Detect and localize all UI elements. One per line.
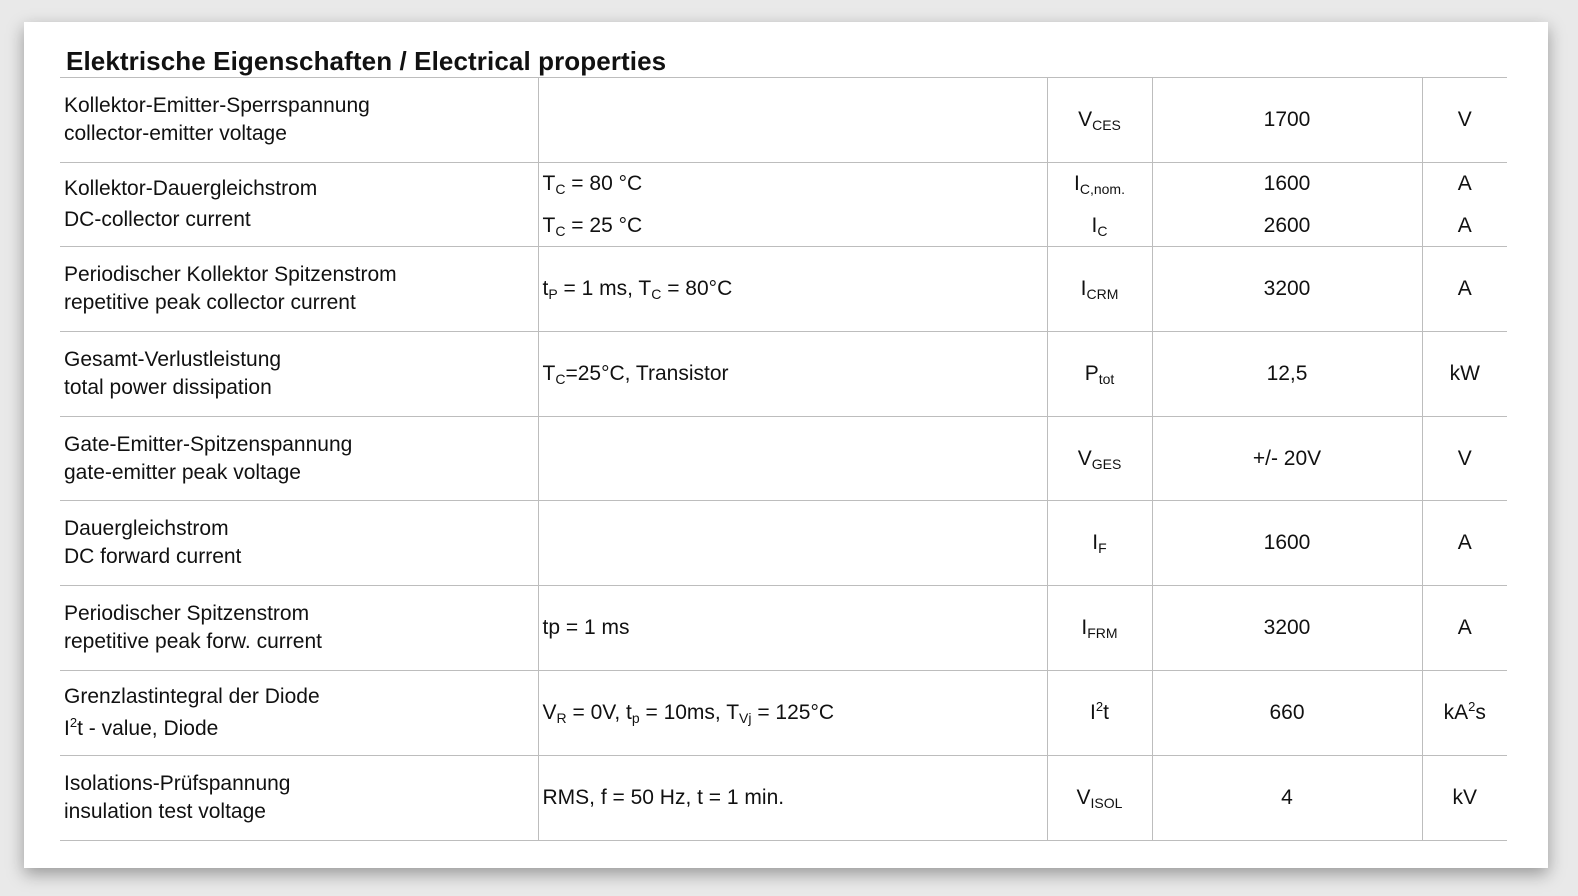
description-cell (60, 756, 538, 841)
symbol-cell: $I^2t$ (1047, 671, 1152, 756)
description-de: Isolations-Prüfspannung (64, 772, 291, 795)
description-cell (60, 247, 538, 332)
description-de: Kollektor-Dauergleichstrom (64, 177, 318, 200)
description-en: repetitive peak collector current (64, 291, 356, 314)
value-cell: 1600 2600 (1152, 163, 1422, 247)
condition-cell: $T_C=25^\circ C$, Transistor (538, 332, 1047, 417)
condition-cell: RMS, f = 50 Hz, t = 1 min. (538, 756, 1047, 841)
unit-cell: A (1422, 586, 1507, 671)
description-cell (60, 417, 538, 501)
description-de: Kollektor-Emitter-Sperrspannung (64, 94, 370, 117)
symbol-cell: $I_F$ (1047, 501, 1152, 586)
condition-cell (538, 501, 1047, 586)
value-cell: 1700 (1152, 78, 1422, 163)
condition-cell (538, 163, 1047, 247)
value-cell: 4 (1152, 756, 1422, 841)
description-de: Gesamt-Verlustleistung (64, 348, 282, 371)
table-row-dc-forward-current (60, 501, 1507, 586)
symbol-cell: $I_{CRM}$ (1047, 247, 1152, 332)
unit-cell: V (1422, 78, 1507, 163)
condition-cell: tp = 1 ms (538, 586, 1047, 671)
table-row-gate-emitter-peak-voltage (60, 417, 1507, 501)
description-cell (60, 332, 538, 417)
description-en: total power dissipation (64, 376, 272, 399)
description-en: DC-collector current (64, 208, 251, 231)
symbol-cell: $V_{GES}$ (1047, 417, 1152, 501)
datasheet-page (24, 22, 1548, 868)
value-cell: 3200 (1152, 586, 1422, 671)
symbol-cell: $I_{C,nom.}$ $I_C$ (1047, 163, 1152, 247)
value-cell: 660 (1152, 671, 1422, 756)
description-cell (60, 671, 538, 756)
value-cell: 12,5 (1152, 332, 1422, 417)
description-de: Periodischer Spitzenstrom (64, 602, 310, 625)
unit-cell: A (1422, 501, 1507, 586)
symbol-cell: $I_{FRM}$ (1047, 586, 1152, 671)
description-de: Grenzlastintegral der Diode (64, 685, 320, 708)
condition-cell: $t_P = 1$ ms, $T_C = 80^\circ C$ (538, 247, 1047, 332)
value-cell: 3200 (1152, 247, 1422, 332)
symbol-cell: $V_{ISOL}$ (1047, 756, 1152, 841)
description-de: Periodischer Kollektor Spitzenstrom (64, 263, 397, 286)
table-row-dc-collector-current (60, 163, 1507, 247)
symbol-cell: $P_{tot}$ (1047, 332, 1152, 417)
description-cell (60, 501, 538, 586)
condition-cell (538, 78, 1047, 163)
description-en: DC forward current (64, 545, 242, 568)
table-row-collector-emitter-voltage (60, 78, 1507, 163)
value-cell: +/- 20V (1152, 417, 1422, 501)
description-en: repetitive peak forw. current (64, 630, 322, 653)
description-cell (60, 586, 538, 671)
table-row-i2t-value-diode (60, 671, 1507, 756)
description-de: Gate-Emitter-Spitzenspannung (64, 432, 353, 456)
description-cell (60, 78, 538, 163)
table-row-total-power-dissipation (60, 332, 1507, 417)
unit-cell: A A (1422, 163, 1507, 247)
section-title: Elektrische Eigenschaften / Electrical properties (66, 46, 667, 76)
unit-cell: V (1422, 417, 1507, 501)
table-row-repetitive-peak-collector-current (60, 247, 1507, 332)
unit-cell: A (1422, 247, 1507, 332)
description-de: Dauergleichstrom (64, 517, 229, 540)
condition-line: $T_C = 25$ °C (542, 213, 643, 239)
table-row-insulation-test-voltage (60, 756, 1507, 841)
unit-cell: kV (1422, 756, 1507, 841)
description-cell (60, 163, 538, 247)
condition-cell: $V_R = 0V$, $t_p = 10ms$, $T_{Vj} = 125^\circ C$ (538, 671, 1047, 756)
description-en: gate-emitter peak voltage (64, 460, 301, 484)
description-en: insulation test voltage (64, 800, 266, 823)
electrical-properties-table (60, 77, 1507, 841)
value-cell: 1600 (1152, 501, 1422, 586)
table-row-repetitive-peak-forward-current (60, 586, 1507, 671)
symbol-cell: $V_{CES}$ (1047, 78, 1152, 163)
condition-cell (538, 417, 1047, 501)
condition-line: $T_C = 80$ °C (542, 171, 643, 197)
description-en: collector-emitter voltage (64, 122, 287, 145)
description-en: $I^2t$ - value, Diode (64, 715, 219, 740)
unit-cell: $kA^2s$ (1422, 671, 1507, 756)
unit-cell: kW (1422, 332, 1507, 417)
